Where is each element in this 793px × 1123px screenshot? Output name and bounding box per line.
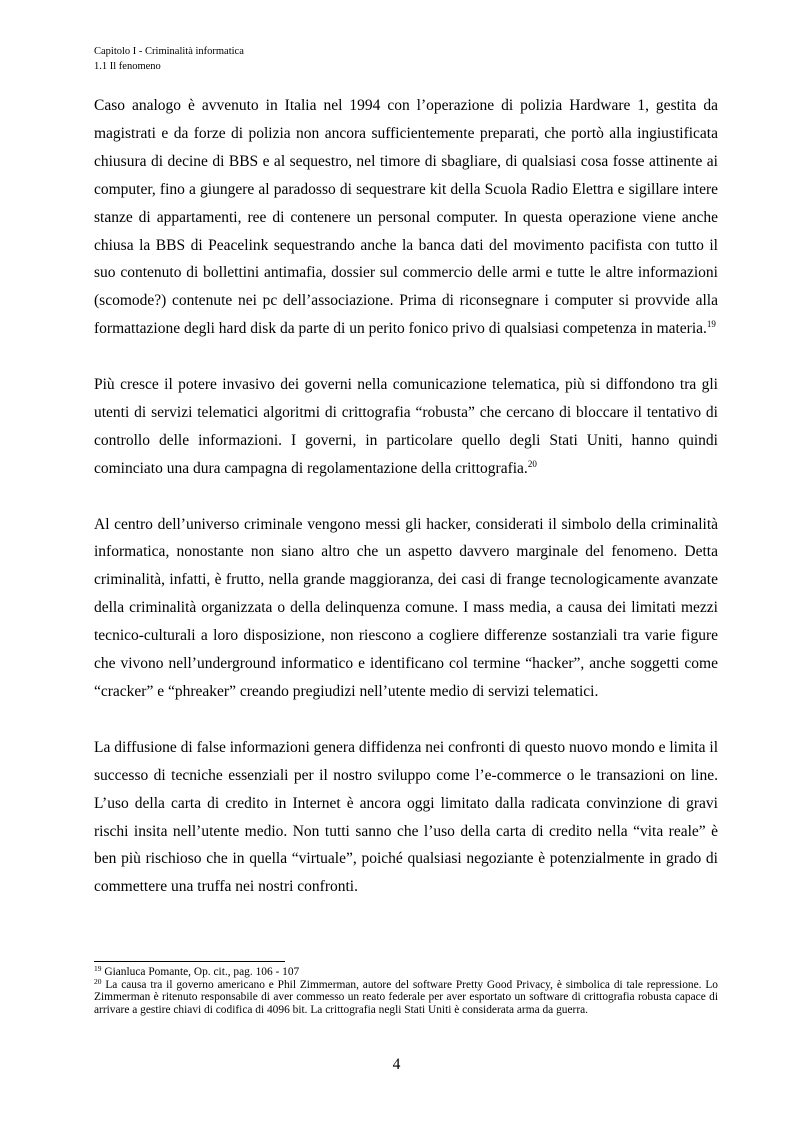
footnote-ref[interactable]: 20 — [527, 458, 537, 469]
running-header — [94, 44, 244, 74]
paragraph-text: Più cresce il potere invasivo dei governi nella comunicazione telematica, più si diffondono tra gli utenti di servizi telematici algoritmi di crittografia “robusta” che cercano di bloccare il tentativo di controllo delle informazioni. I governi, in particolare quello degli Stati Uniti, hanno quindi cominciato una dura campagna di regolamentazione della crittografia. — [94, 376, 718, 477]
paragraph — [94, 734, 718, 901]
footnote-divider — [94, 961, 285, 962]
paragraph-text: Al centro dell’universo criminale vengono messi gli hacker, considerati il simbolo della criminalità informatica, nonostante non siano altro che un aspetto davvero marginale del fenomeno. Detta criminalità, infatti, è frutto, nella grande maggioranza, dei casi di frange tecnologicamente avanzate della criminalità organizzata o della delinquenza comune. I mass media, a causa dei limitati mezzi tecnico-culturali a loro disposizione, non riescono a cogliere differenze sostanziali tra varie figure che vivono nell’underground informatico e identificano col termine “hacker”, anche soggetti come “cracker” e “phreaker” creando pregiudizi nell’utente medio di servizi telematici. — [94, 515, 718, 700]
page-number: 4 — [392, 1056, 401, 1073]
footnote-number: 19 — [94, 964, 102, 973]
paragraph-text: Caso analogo è avvenuto in Italia nel 1994 con l’operazione di polizia Hardware 1, gestita da magistrati e da forze di polizia non ancora sufficientemente preparati, che portò alla ingiustificata chiusura di decine di BBS e al sequestro, nel timore di sbagliare, di qualsiasi cosa fosse attinente ai computer, fino a giungere al paradosso di sequestrare kit della Scuola Radio Elettra e sigillare intere stanze di appartamenti, ree di contenere un personal computer. In questa operazione viene anche chiusa la BBS di Peacelink sequestrando anche la banca dati del movimento pacifista con tutto il suo contenuto di bollettini antimafia, dossier sul commercio delle armi e tutte le altre informazioni (scomode?) contenute nei pc dell’associazione. Prima di riconsegnare i computer si provvide alla formattazione degli hard disk da parte di un perito fonico privo di qualsiasi competenza in materia. — [94, 97, 718, 338]
footnote-text: La causa tra il governo americano e Phil Zimmerman, autore del software Pretty Good Privacy, è simbolica di tale repressione. Lo Zimmerman è ritenuto responsabile di aver commesso un reato federale per aver esportato un software di crittografia robusta capace di arrivare a gestire chiavi di codifica di 4096 bit. La crittografia negli Stati Uniti è considerata arma da guerra. — [94, 978, 718, 1017]
footnote-ref[interactable]: 19 — [706, 319, 716, 330]
footnotes — [94, 966, 718, 1017]
paragraph — [94, 92, 718, 343]
paragraph — [94, 511, 718, 706]
paragraph — [94, 371, 718, 483]
footnote — [94, 966, 718, 979]
footnote-number: 20 — [94, 976, 102, 986]
body-text — [94, 92, 718, 901]
paragraph-text: La diffusione di false informazioni genera diffidenza nei confronti di questo nuovo mondo e limita il successo di tecniche essenziali per il nostro sviluppo come l’e-commerce o le transazioni on line. L’uso della carta di credito in Internet è ancora oggi limitato dalla radicata convinzione di gravi rischi insita nell’utente medio. Non tutti sanno che l’uso della carta di credito nella “vita reale” è ben più rischioso che in quella “virtuale”, poiché qualsiasi negoziante è potenzialmente in grado di commettere una truffa nei nostri confronti. — [94, 738, 718, 896]
chapter-title: Capitolo I - Criminalità informatica — [94, 46, 244, 57]
footnote-text: Gianluca Pomante, Op. cit., pag. 106 - 107 — [104, 966, 300, 978]
footnote — [94, 976, 718, 1017]
section-title: 1.1 Il fenomeno — [94, 61, 161, 72]
